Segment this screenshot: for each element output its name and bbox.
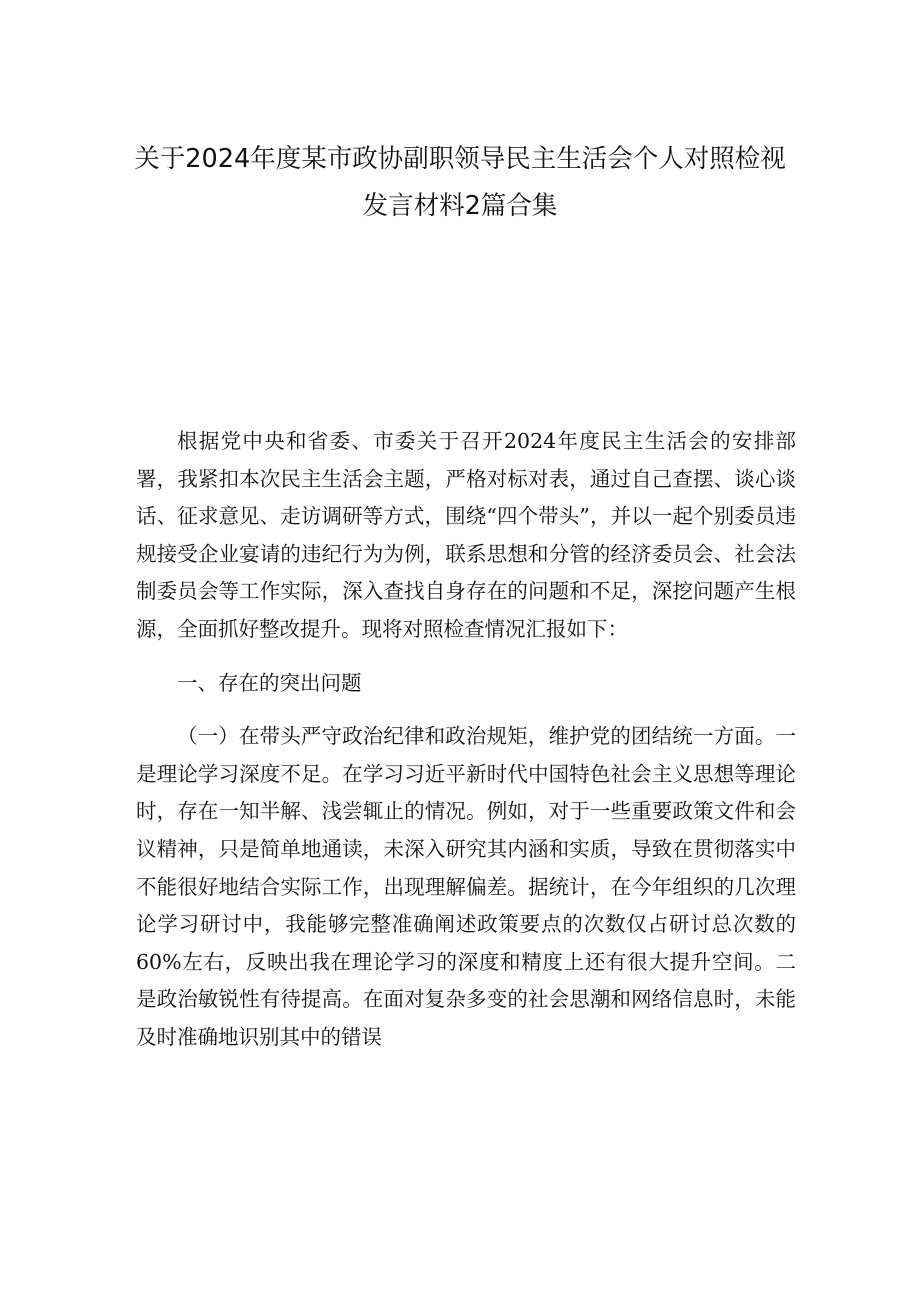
intro-paragraph: 根据党中央和省委、市委关于召开2024年度民主生活会的安排部署，我紧扣本次民主生活会主题，严格对标对表，通过自己查摆、谈心谈话、征求意见、走访调研等方式，围绕“四个带头”，并以一起个别委员违规接受企业宴请的违纪行为为例，联系思想和分管的经济委员会、社会法制委员会等工作实际，深入查找自身存在的问题和不足，深挖问题产生根源，全面抓好整改提升。现将对照检查情况汇报如下： [136, 429, 796, 641]
document-title [120, 136, 800, 230]
title-line-1: 关于2024年度某市政协副职领导民主生活会个人对照检视 [134, 144, 786, 174]
title-line-2: 发言材料2篇合集 [362, 191, 558, 221]
section-paragraph: （一）在带头严守政治纪律和政治规矩，维护党的团结统一方面。一是理论学习深度不足。在学习习近平新时代中国特色社会主义思想等理论时，存在一知半解、浅尝辄止的情况。例如，对于一些重要政策文件和会议精神，只是简单地通读，未深入研究其内涵和实质，导致在贯彻落实中不能很好地结合实际工作，出现理解偏差。据统计，在今年组织的几次理论学习研讨中，我能够完整准确阐述政策要点的次数仅占研讨总次数的60%左右，反映出我在理论学习的深度和精度上还有很大提升空间。二是政治敏锐性有待提高。在面对复杂多变的社会思潮和网络信息时，未能及时准确地识别其中的错误 [136, 724, 796, 1049]
section-heading: 一、存在的突出问题 [177, 670, 362, 695]
document-body [136, 423, 796, 1057]
